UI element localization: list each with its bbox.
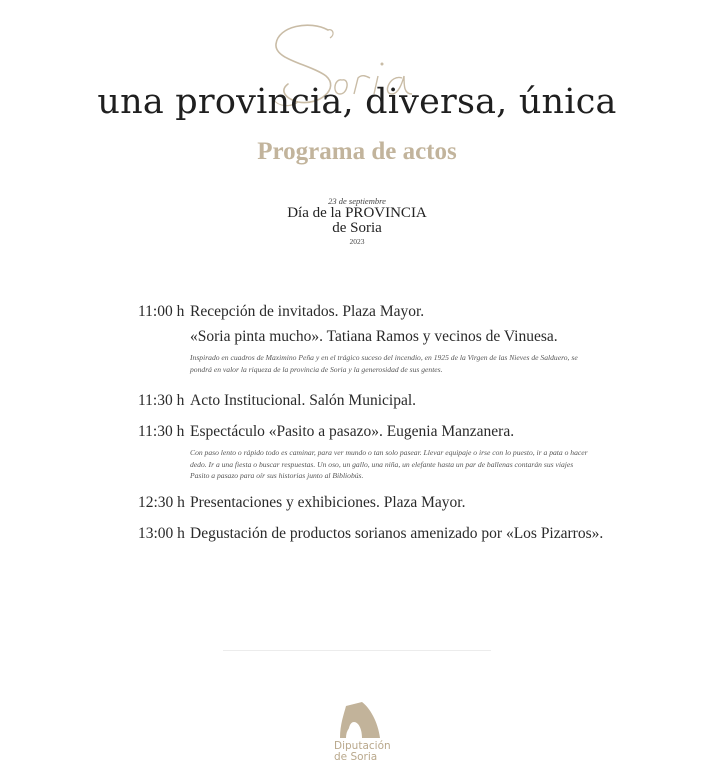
event-date: 23 de septiembre: [328, 196, 386, 206]
logo-line2: de Soria: [334, 751, 378, 763]
event-title: Presentaciones y exhibiciones. Plaza Mayor.: [190, 494, 466, 511]
event-title: Recepción de invitados. Plaza Mayor.: [190, 303, 425, 320]
program-item: [138, 523, 604, 553]
event-header: [0, 196, 714, 247]
program-item: [138, 492, 598, 523]
program-list: [138, 301, 604, 553]
program-heading: Programa de actos: [257, 138, 457, 165]
program-item: [138, 301, 598, 383]
program-item: [138, 421, 598, 492]
event-time: 11:00 h: [138, 303, 185, 320]
logo-line1: Diputación: [334, 740, 391, 752]
event-title: Acto Institucional. Salón Municipal.: [190, 392, 417, 409]
event-time: 13:00 h: [138, 525, 185, 542]
event-time: 11:30 h: [138, 392, 185, 409]
poster-header: [0, 0, 714, 165]
event-subtitle: «Soria pinta mucho». Tatiana Ramos y vecinos de Vinuesa.: [190, 328, 558, 345]
program-item: [138, 390, 598, 421]
event-title: Espectáculo «Pasito a pasazo». Eugenia Manzanera.: [190, 423, 515, 440]
event-year: 2023: [349, 237, 365, 246]
event-description: Inspirado en cuadros de Maximino Peña y en el trágico suceso del incendio, en 1925 de la Virgen de las Nieves de Salduero, se pondrá en valor la riqueza de la provincia de Soria y la generosidad de sus gentes.: [190, 353, 578, 374]
event-title-line2: de Soria: [332, 220, 382, 236]
tagline: una provincia, diversa, única: [97, 82, 617, 122]
event-time: 11:30 h: [138, 423, 185, 440]
diputacion-logo: [330, 700, 400, 770]
event-title: Degustación de productos sorianos amenizado por «Los Pizarros».: [190, 525, 604, 542]
event-description: Con paso lento o rápido todo es caminar, para ver mundo o tan solo pasear. Llevar equipaje o irse con lo puesto, ir a pata o hacer dedo. Ir a una fiesta o buscar respuestas. Un oso, un gallo, una niña, un elefante hasta un par de ballenas contarán sus viajes Pasito a pasazo para oír sus historias junto al Bibliobús.: [190, 448, 588, 480]
footer-divider: [223, 650, 491, 651]
logo-text: [334, 741, 391, 763]
event-time: 12:30 h: [138, 494, 185, 511]
event-title-line1: Día de la PROVINCIA: [287, 205, 427, 221]
arch-logo-icon: [340, 700, 380, 740]
